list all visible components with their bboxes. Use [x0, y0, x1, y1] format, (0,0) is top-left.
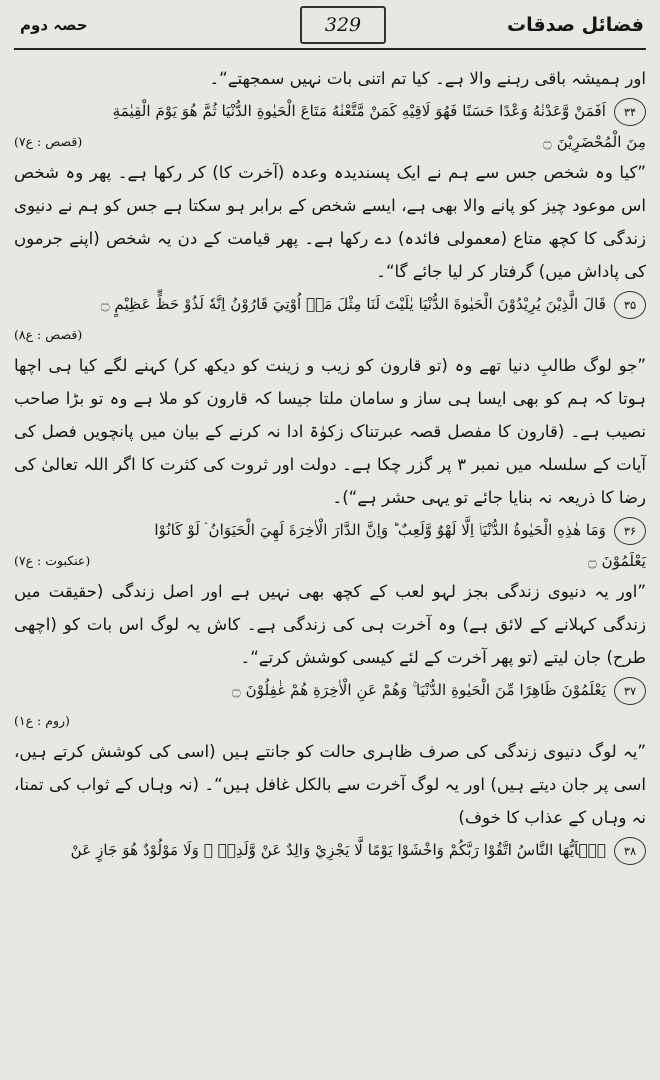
book-title: فضائل صدقات	[506, 14, 644, 36]
verse-number-badge: ۳۴	[614, 98, 646, 126]
quran-verse	[14, 95, 646, 128]
quran-verse	[14, 674, 646, 707]
section-label: حصہ دوم	[20, 16, 88, 34]
translation-paragraph: اور ہمیشہ باقی رہنے والا ہے۔ کیا تم اتنی بات نہیں سمجھتے“۔	[209, 69, 646, 88]
verse-number-badge: ۳۷	[614, 677, 646, 705]
verse-continuation: مِنَ الْمُحْضَرِيْنَ ۝	[542, 133, 646, 151]
verse-continuation-row	[14, 707, 646, 735]
page-content	[14, 62, 646, 1080]
verse-continuation-row	[14, 547, 646, 575]
verse-text: يٰۤاَيُّهَا النَّاسُ اتَّقُوْا رَبَّكُمْ وَاخْشَوْا يَوْمًا لَّا يَجْزِيْ وَالِدٌ عَنْ وَّلَدِهٖ ۫ وَلَا مَوْلُوْدٌ هُوَ جَازٍ عَنْ	[70, 841, 606, 859]
verse-number-badge: ۳۶	[614, 517, 646, 545]
verse-reference: (روم : ع۱)	[14, 713, 70, 728]
verse-text: قَالَ الَّذِيْنَ يُرِيْدُوْنَ الْحَيٰوةَ الدُّنْيَا يٰلَيْتَ لَنَا مِثْلَ مَاۤ اُوْتِيَ قَارُوْنُ اِنَّهٗ لَذُوْ حَظٍّ عَظِيْمٍ ۝	[100, 295, 606, 313]
page-header	[0, 0, 660, 52]
translation-paragraph: ”اور یہ دنیوی زندگی بجز لہو لعب کے کچھ بھی نہیں ہے اور اصل زندگی (حقیقت میں زندگی کہلانے کے لائق ہے) وہ آخرت ہی کی زندگی ہے۔ کاش یہ لوگ اس بات کو (اچھی طرح) جان لیتے (تو پھر آخرت کے لئے کیسی کوشش کرتے“۔	[14, 582, 646, 667]
verse-reference: (قصص : ع۷)	[14, 134, 83, 149]
translation-paragraph: ”یہ لوگ دنیوی زندگی کی صرف ظاہری حالت کو جانتے ہیں (اسی کی کوشش کرتے ہیں، اسی پر جان دیتے ہیں) اور یہ لوگ آخرت سے بالکل غافل ہیں“۔ (نہ وہاں کے ثواب کی تمنا، نہ وہاں کے عذاب کا خوف)	[14, 742, 646, 827]
verse-continuation-row	[14, 321, 646, 349]
verse-number-badge: ۳۸	[614, 837, 646, 865]
verse-reference: (عنکبوت : ع۷)	[14, 553, 91, 568]
verse-text: يَعْلَمُوْنَ ظَاهِرًا مِّنَ الْحَيٰوةِ الدُّنْيَا ۚ وَهُمْ عَنِ الْاٰخِرَةِ هُمْ غٰفِلُوْنَ ۝	[231, 681, 606, 699]
page-number: 329	[300, 6, 386, 44]
quran-verse	[14, 834, 646, 867]
verse-continuation-row	[14, 128, 646, 156]
quran-verse	[14, 514, 646, 547]
verse-continuation: يَعْلَمُوْنَ ۝	[587, 552, 646, 570]
verse-text: وَمَا هٰذِهِ الْحَيٰوةُ الدُّنْيَاۤ اِلَّا لَهْوٌ وَّلَعِبٌ ؕ وَاِنَّ الدَّارَ الْاٰخِرَةَ لَهِيَ الْحَيَوَانُ ۘ لَوْ كَانُوْا	[154, 521, 606, 539]
header-rule	[14, 48, 646, 50]
verse-text: اَفَمَنْ وَّعَدْنٰهُ وَعْدًا حَسَنًا فَهُوَ لَاقِيْهِ كَمَنْ مَّتَّعْنٰهُ مَتَاعَ الْحَيٰوةِ الدُّنْيَا ثُمَّ هُوَ يَوْمَ الْقِيٰمَةِ	[112, 102, 606, 120]
translation-paragraph: ”کیا وہ شخص جس سے ہم نے ایک پسندیدہ وعدہ (آخرت کا) کر رکھا ہے۔ پھر وہ شخص اس موعود چیز کو پانے والا بھی ہے، ایسے شخص کے برابر ہو سکتا ہے جس کو ہم نے دنیوی زندگی کا کچھ متاع (معمولی فائدہ) دے رکھا ہے۔ پھر قیامت کے دن یہ شخص (اپنے جرموں کی پاداش میں) گرفتار کر لیا جائے گا“۔	[14, 163, 646, 281]
verse-reference: (قصص : ع۸)	[14, 327, 83, 342]
quran-verse	[14, 288, 646, 321]
translation-paragraph: ”جو لوگ طالبِ دنیا تھے وہ (تو قارون کو زیب و زینت کو دیکھ کر) کہنے لگے کیا ہی اچھا ہوتا کہ ہم کو بھی ایسا ہی ساز و سامان ملتا جیسا کہ قارون کو ملا ہے وہ تو بڑا صاحب نصیب ہے۔ (قارون کا مفصل قصہ عبرتناک زکوٰۃ ادا نہ کرنے کے بیان میں پانچویں فصل کی آیات کے سلسلہ میں نمبر ۳ پر گزر چکا ہے۔ دولت اور ثروت کی کثرت کا اگر اللہ تعالیٰ کی رضا کا ذریعہ نہ بنایا جائے تو یہی حشر ہے“)۔	[14, 356, 646, 507]
verse-number-badge: ۳۵	[614, 291, 646, 319]
